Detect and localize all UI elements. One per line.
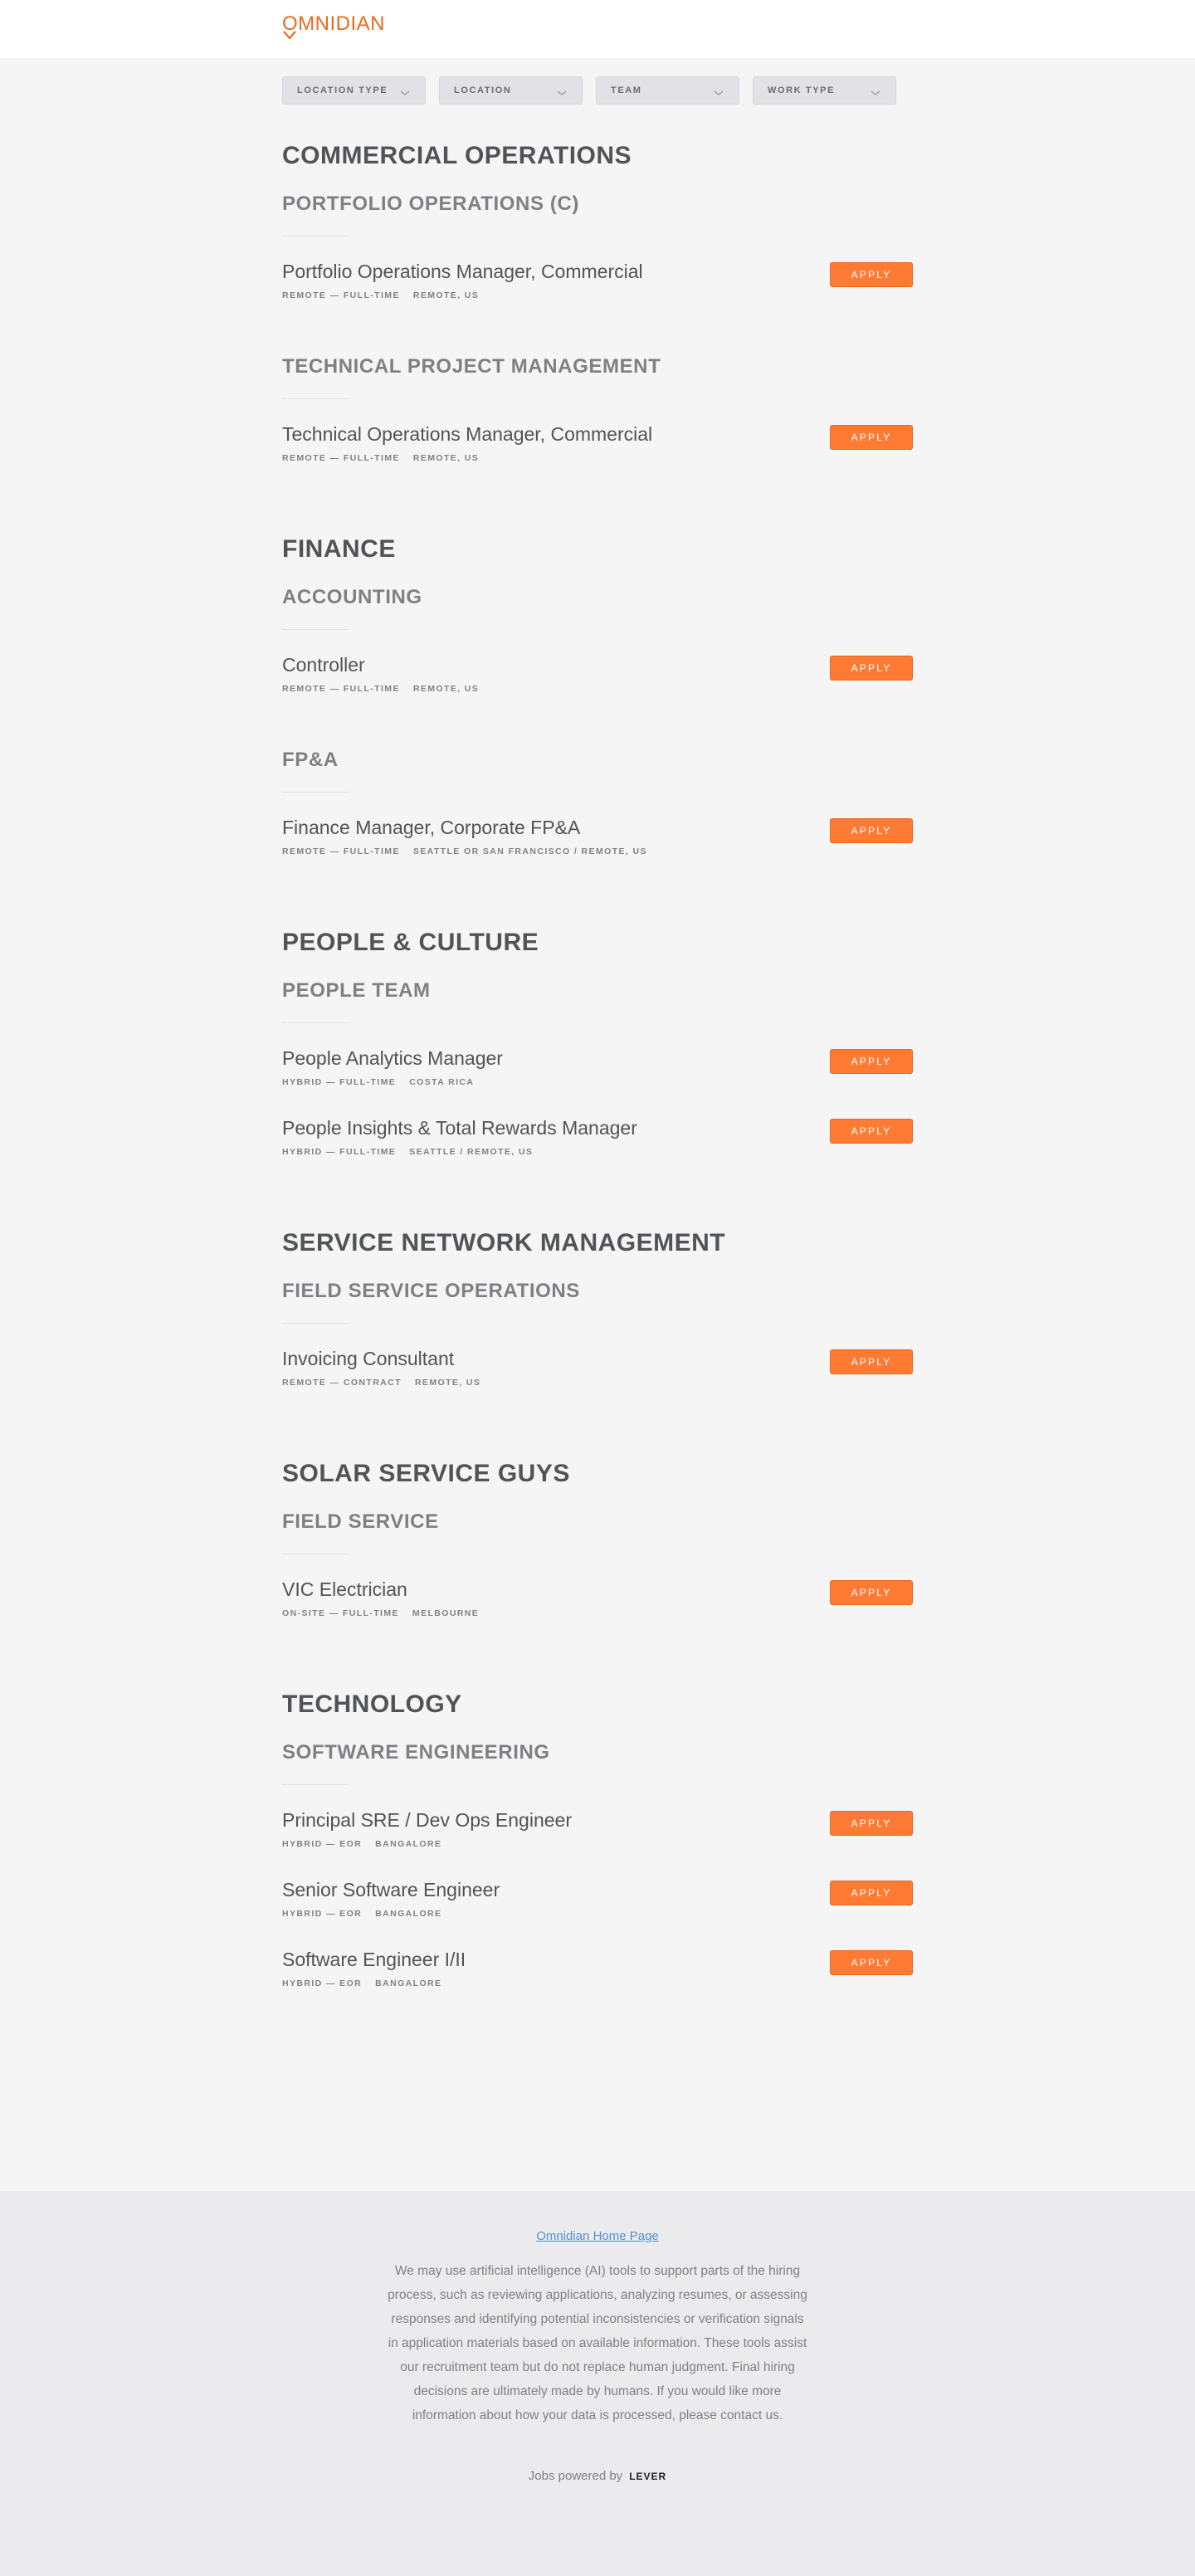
filter-bar bbox=[282, 76, 896, 105]
filter-dropdown[interactable] bbox=[282, 76, 426, 105]
posting-meta bbox=[282, 1077, 913, 1087]
filter-dropdown[interactable] bbox=[596, 76, 739, 105]
apply-button[interactable]: APPLY bbox=[830, 656, 913, 681]
team-divider bbox=[282, 236, 349, 237]
department-title: SERVICE NETWORK MANAGEMENT bbox=[282, 1229, 726, 1256]
posting-location: SEATTLE OR SAN FRANCISCO / REMOTE, US bbox=[412, 846, 647, 856]
team-divider bbox=[282, 1784, 349, 1785]
posting-work-type: REMOTE — FULL-TIME bbox=[282, 846, 400, 856]
filter-label: TEAM bbox=[611, 85, 642, 95]
team-divider bbox=[282, 1323, 349, 1324]
apply-button[interactable]: APPLY bbox=[830, 1119, 913, 1144]
posting-title-link[interactable]: People Analytics Manager bbox=[282, 1047, 503, 1069]
posting-location: SEATTLE / REMOTE, US bbox=[409, 1146, 534, 1157]
posting-location: REMOTE, US bbox=[412, 290, 480, 300]
posting-title-link[interactable]: Invoicing Consultant bbox=[282, 1348, 455, 1369]
posting-meta bbox=[282, 1909, 913, 1919]
posting-meta bbox=[282, 290, 913, 300]
team-title: PORTFOLIO OPERATIONS (C) bbox=[282, 193, 579, 215]
team-divider bbox=[282, 1022, 349, 1023]
chevron-down-icon bbox=[556, 86, 568, 95]
posting-meta bbox=[282, 684, 913, 694]
team-divider bbox=[282, 792, 349, 793]
posting-meta bbox=[282, 1147, 913, 1157]
apply-button[interactable]: APPLY bbox=[830, 1580, 913, 1605]
posting-location: BANGALORE bbox=[375, 1908, 442, 1919]
posting-location: BANGALORE bbox=[375, 1838, 442, 1849]
department-title: SOLAR SERVICE GUYS bbox=[282, 1460, 570, 1487]
posting-title-link[interactable]: Software Engineer I/II bbox=[282, 1949, 466, 1970]
job-posting bbox=[282, 261, 913, 330]
page-footer bbox=[0, 2191, 1195, 2576]
posting-title-link[interactable]: Principal SRE / Dev Ops Engineer bbox=[282, 1809, 572, 1831]
posting-location: BANGALORE bbox=[375, 1978, 442, 1988]
posting-meta bbox=[282, 1378, 913, 1388]
apply-button[interactable]: APPLY bbox=[830, 425, 913, 450]
posting-meta bbox=[282, 846, 913, 856]
apply-button[interactable]: APPLY bbox=[830, 1349, 913, 1374]
ai-notice: We may use artificial intelligence (AI) tools to support parts of the hiring process, such as reviewing applications, analyzing resumes, or assessing responses and identifying potential inconsistencies or verification signals in application materials based on available information. These tools assist our recruitment team but do not replace human judgment. Final hiring decisions are ultimately made by humans. If you would like more information about how your data is processed, please contact us. bbox=[388, 2264, 807, 2422]
posting-work-type: HYBRID — FULL-TIME bbox=[282, 1146, 397, 1157]
department-title: FINANCE bbox=[282, 535, 396, 563]
department-title: COMMERCIAL OPERATIONS bbox=[282, 142, 632, 169]
posting-work-type: REMOTE — FULL-TIME bbox=[282, 452, 400, 463]
job-posting bbox=[282, 1117, 913, 1187]
posting-title-link[interactable]: Controller bbox=[282, 654, 365, 676]
job-posting bbox=[282, 1809, 913, 1879]
apply-button[interactable]: APPLY bbox=[830, 818, 913, 843]
posting-title-link[interactable]: Portfolio Operations Manager, Commercial bbox=[282, 261, 643, 282]
job-posting bbox=[282, 817, 913, 886]
omnidian-logo[interactable] bbox=[282, 10, 407, 43]
posting-title-link[interactable]: Finance Manager, Corporate FP&A bbox=[282, 817, 581, 838]
apply-button[interactable]: APPLY bbox=[830, 1881, 913, 1905]
posting-work-type: REMOTE — FULL-TIME bbox=[282, 290, 400, 300]
team-divider bbox=[282, 629, 349, 630]
team-title: FP&A bbox=[282, 749, 339, 771]
filter-dropdown[interactable] bbox=[439, 76, 583, 105]
team-title: FIELD SERVICE OPERATIONS bbox=[282, 1280, 580, 1302]
job-posting bbox=[282, 654, 913, 724]
posting-title-link[interactable]: Senior Software Engineer bbox=[282, 1879, 500, 1900]
posting-location: MELBOURNE bbox=[412, 1608, 480, 1618]
posting-location: REMOTE, US bbox=[412, 683, 480, 694]
team-title: PEOPLE TEAM bbox=[282, 979, 431, 1002]
department-title: PEOPLE & CULTURE bbox=[282, 929, 539, 956]
job-posting bbox=[282, 1879, 913, 1949]
job-posting bbox=[282, 1949, 913, 2018]
job-board bbox=[0, 58, 1195, 2194]
posting-title-link[interactable]: VIC Electrician bbox=[282, 1578, 407, 1600]
logo-text: OMNIDIAN bbox=[282, 12, 385, 35]
filter-label: LOCATION TYPE bbox=[297, 85, 388, 95]
job-posting bbox=[282, 423, 913, 493]
posting-location: REMOTE, US bbox=[414, 1377, 481, 1388]
posting-work-type: ON-SITE — FULL-TIME bbox=[282, 1608, 399, 1618]
department-title: TECHNOLOGY bbox=[282, 1690, 462, 1718]
job-posting bbox=[282, 1348, 913, 1417]
team-title: SOFTWARE ENGINEERING bbox=[282, 1741, 550, 1764]
posting-work-type: REMOTE — CONTRACT bbox=[282, 1377, 402, 1388]
site-header bbox=[0, 0, 1195, 58]
posting-work-type: HYBRID — FULL-TIME bbox=[282, 1076, 397, 1087]
apply-button[interactable]: APPLY bbox=[830, 1950, 913, 1975]
posting-title-link[interactable]: Technical Operations Manager, Commercial bbox=[282, 423, 653, 445]
posting-work-type: REMOTE — FULL-TIME bbox=[282, 683, 400, 694]
team-title: TECHNICAL PROJECT MANAGEMENT bbox=[282, 355, 661, 378]
chevron-down-icon bbox=[399, 86, 411, 95]
job-posting bbox=[282, 1578, 913, 1648]
posting-meta bbox=[282, 453, 913, 463]
apply-button[interactable]: APPLY bbox=[830, 1811, 913, 1836]
apply-button[interactable]: APPLY bbox=[830, 262, 913, 287]
posting-location: REMOTE, US bbox=[412, 452, 480, 463]
filter-label: LOCATION bbox=[454, 85, 512, 95]
team-divider bbox=[282, 398, 349, 399]
powered-by bbox=[0, 2469, 1195, 2483]
team-title: FIELD SERVICE bbox=[282, 1510, 439, 1533]
powered-by-text: Jobs powered by bbox=[528, 2469, 623, 2483]
posting-meta bbox=[282, 1978, 913, 1988]
filter-dropdown[interactable] bbox=[753, 76, 896, 105]
job-posting bbox=[282, 1047, 913, 1117]
posting-meta bbox=[282, 1608, 913, 1618]
posting-work-type: HYBRID — EOR bbox=[282, 1838, 363, 1849]
posting-meta bbox=[282, 1839, 913, 1849]
filter-label: WORK TYPE bbox=[768, 85, 836, 95]
chevron-down-icon bbox=[713, 86, 724, 95]
team-title: ACCOUNTING bbox=[282, 586, 422, 608]
posting-title-link[interactable]: People Insights & Total Rewards Manager bbox=[282, 1117, 637, 1139]
posting-work-type: HYBRID — EOR bbox=[282, 1978, 363, 1988]
lever-logo[interactable]: LEVER bbox=[629, 2470, 667, 2482]
apply-button[interactable]: APPLY bbox=[830, 1049, 913, 1074]
chevron-down-icon bbox=[870, 86, 881, 95]
posting-work-type: HYBRID — EOR bbox=[282, 1908, 363, 1919]
home-page-link[interactable]: Omnidian Home Page bbox=[536, 2229, 659, 2243]
posting-location: COSTA RICA bbox=[409, 1076, 475, 1087]
